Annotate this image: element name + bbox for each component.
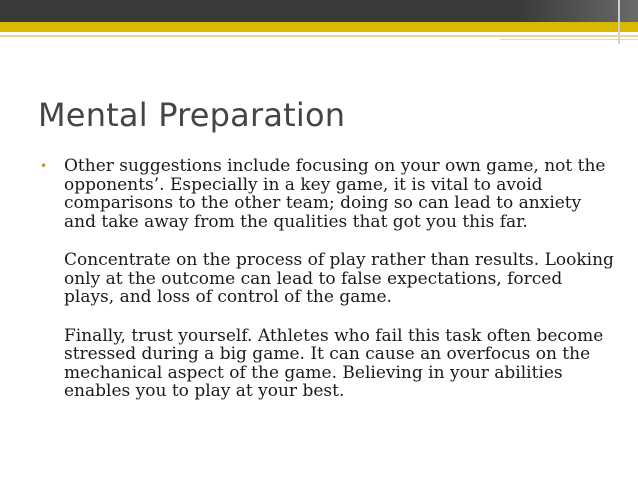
paragraph-focus: Other suggestions include focusing on your own game, not the opponents’. Especially in a key game, it is vital to avoid comparisons to the other team; doing so can lead to anxiety and take away from the qualities that got you this far. bbox=[64, 156, 606, 232]
header-band bbox=[0, 0, 638, 44]
header-band-gold bbox=[0, 22, 638, 32]
paragraph-process: Concentrate on the process of play rather than results. Looking only at the outcome can lead to false expectations, forced plays, and loss of control of the game. bbox=[64, 250, 614, 307]
header-band-line bbox=[0, 35, 638, 37]
slide-content bbox=[40, 157, 615, 421]
bullet-icon: • bbox=[40, 159, 48, 173]
header-band-gradient bbox=[518, 0, 638, 22]
paragraph-trust: Finally, trust yourself. Athletes who fail this task often become stressed during a big game. It can cause an overfocus on the mechanical aspect of the game. Believing in your abilities enables you to play at your best. bbox=[64, 325, 604, 401]
header-band-tick bbox=[618, 0, 620, 44]
bullet-body bbox=[64, 157, 615, 401]
slide-title: Mental Preparation bbox=[38, 96, 346, 134]
